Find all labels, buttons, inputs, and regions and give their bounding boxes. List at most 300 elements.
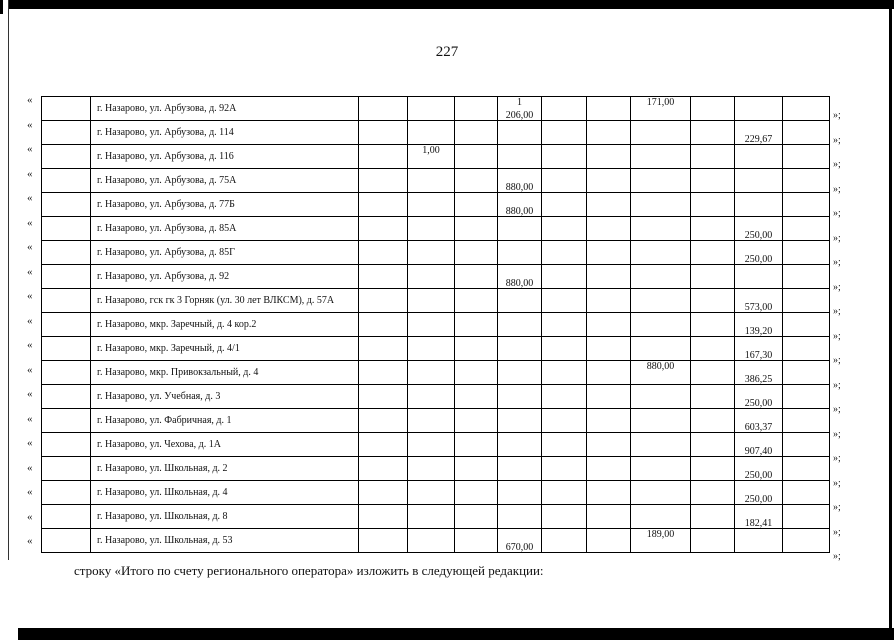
value-cell	[631, 481, 691, 505]
value-cell	[408, 121, 455, 145]
value-cell	[455, 121, 498, 145]
value-cell	[498, 217, 542, 241]
close-quote: »;	[833, 453, 841, 464]
value-cell	[631, 217, 691, 241]
value-cell	[631, 457, 691, 481]
address-cell: г. Назарово, ул. Школьная, д. 4	[91, 481, 359, 505]
open-quote: «	[27, 388, 33, 400]
value-cell	[542, 121, 587, 145]
value-cell	[542, 289, 587, 313]
value-cell	[359, 457, 408, 481]
value-cell	[587, 193, 631, 217]
value-cell	[455, 193, 498, 217]
value-cell	[455, 289, 498, 313]
open-quote: «	[27, 486, 33, 498]
value-cell	[783, 433, 830, 457]
close-quote: »;	[833, 330, 841, 342]
open-quote: «	[27, 363, 33, 376]
cell-value: 1,00	[422, 145, 440, 156]
value-cell	[735, 481, 783, 505]
value-cell	[498, 505, 542, 529]
value-cell	[359, 241, 408, 265]
value-cell	[631, 313, 691, 337]
value-cell	[408, 433, 455, 457]
value-cell	[498, 361, 542, 385]
value-cell	[455, 97, 498, 121]
value-cell	[735, 337, 783, 361]
value-cell	[783, 409, 830, 433]
value-cell	[359, 265, 408, 289]
value-cell	[42, 457, 91, 481]
scan-border-bottom	[18, 628, 894, 640]
value-cell	[783, 457, 830, 481]
value-cell	[359, 217, 408, 241]
open-quote: «	[27, 437, 33, 449]
table-row	[42, 265, 830, 289]
cell-value: 603,37	[744, 422, 773, 433]
address-cell: г. Назарово, ул. Арбузова, д. 85Г	[91, 241, 359, 265]
value-cell	[783, 241, 830, 265]
value-cell	[408, 361, 455, 385]
value-cell	[42, 169, 91, 193]
value-cell	[498, 289, 542, 313]
value-cell	[735, 121, 783, 145]
value-cell	[631, 265, 691, 289]
close-quote: »;	[833, 306, 841, 317]
value-cell	[542, 385, 587, 409]
address-cell: г. Назарово, мкр. Заречный, д. 4 кор.2	[91, 313, 359, 337]
footer-instruction: строку «Итого по счету регионального оператора» изложить в следующей редакции:	[74, 563, 544, 578]
open-quote: «	[27, 510, 33, 523]
value-cell	[359, 505, 408, 529]
value-cell	[455, 529, 498, 553]
value-cell	[691, 361, 735, 385]
value-cell	[408, 409, 455, 433]
value-cell	[783, 145, 830, 169]
cell-value: 182,41	[744, 518, 773, 529]
page-number: 227	[435, 44, 459, 60]
value-cell	[587, 409, 631, 433]
address-cell: г. Назарово, ул. Арбузова, д. 114	[91, 121, 359, 145]
value-cell	[783, 169, 830, 193]
close-quote: »;	[833, 428, 841, 440]
value-cell	[735, 289, 783, 313]
value-cell	[542, 169, 587, 193]
value-cell	[691, 337, 735, 361]
cell-value: 250,00	[744, 398, 773, 409]
scan-border-corner	[0, 0, 3, 14]
open-quote: «	[27, 535, 33, 547]
address-cell: г. Назарово, ул. Школьная, д. 2	[91, 457, 359, 481]
cell-value: 250,00	[744, 230, 773, 241]
value-cell	[408, 265, 455, 289]
value-cell	[408, 481, 455, 505]
close-quote: »;	[833, 379, 841, 391]
value-cell	[359, 169, 408, 193]
table-row	[42, 217, 830, 241]
value-cell	[42, 241, 91, 265]
open-quote: «	[27, 339, 33, 351]
cell-value: 229,67	[744, 134, 773, 145]
open-quote: «	[27, 192, 33, 204]
table-row	[42, 337, 830, 361]
value-cell	[359, 313, 408, 337]
value-cell	[359, 361, 408, 385]
value-cell	[498, 97, 542, 121]
table-row	[42, 409, 830, 433]
table-row	[42, 289, 830, 313]
value-cell	[455, 361, 498, 385]
value-cell	[691, 145, 735, 169]
open-quote: «	[27, 241, 33, 253]
value-cell	[587, 313, 631, 337]
value-cell	[631, 337, 691, 361]
value-cell	[542, 193, 587, 217]
address-cell: г. Назарово, ул. Арбузова, д. 77Б	[91, 193, 359, 217]
cell-value: 189,00	[646, 529, 675, 540]
table-row	[42, 529, 830, 553]
value-cell	[735, 97, 783, 121]
cell-value: 880,00	[505, 278, 534, 289]
value-cell	[542, 145, 587, 169]
value-cell	[783, 361, 830, 385]
value-cell	[542, 97, 587, 121]
close-quote: »;	[833, 477, 841, 489]
value-cell	[542, 409, 587, 433]
value-cell	[42, 409, 91, 433]
value-cell	[498, 457, 542, 481]
cell-value: 250,00	[744, 470, 773, 481]
open-quote: «	[27, 290, 33, 302]
value-cell	[631, 145, 691, 169]
value-cell	[359, 97, 408, 121]
value-cell	[587, 505, 631, 529]
value-cell	[587, 337, 631, 361]
close-quote: »;	[833, 232, 841, 244]
value-cell	[408, 289, 455, 313]
value-cell	[542, 265, 587, 289]
value-cell	[359, 289, 408, 313]
value-cell	[691, 481, 735, 505]
table-row	[42, 361, 830, 385]
cell-value: 880,00	[646, 361, 675, 372]
value-cell	[783, 121, 830, 145]
value-cell	[408, 217, 455, 241]
value-cell	[455, 457, 498, 481]
value-cell	[542, 217, 587, 241]
value-cell	[587, 385, 631, 409]
value-cell	[735, 241, 783, 265]
value-cell	[542, 313, 587, 337]
close-quote: »;	[833, 257, 841, 268]
value-cell	[455, 169, 498, 193]
value-cell	[783, 337, 830, 361]
value-cell	[359, 529, 408, 553]
cell-value: 880,00	[505, 182, 534, 193]
cell-value: 1	[517, 97, 522, 108]
value-cell	[587, 217, 631, 241]
value-cell	[587, 361, 631, 385]
cell-value: 206,00	[505, 110, 534, 121]
value-cell	[42, 193, 91, 217]
value-cell	[735, 385, 783, 409]
address-cell: г. Назарово, ул. Школьная, д. 8	[91, 505, 359, 529]
value-cell	[408, 385, 455, 409]
value-cell	[42, 217, 91, 241]
value-cell	[783, 289, 830, 313]
cell-value: 670,00	[505, 542, 534, 553]
table-row	[42, 169, 830, 193]
value-cell	[783, 313, 830, 337]
cell-value: 880,00	[505, 206, 534, 217]
address-cell: г. Назарово, ул. Арбузова, д. 92А	[91, 97, 359, 121]
value-cell	[359, 433, 408, 457]
value-cell	[631, 193, 691, 217]
address-cell: г. Назарово, ул. Школьная, д. 53	[91, 529, 359, 553]
value-cell	[498, 241, 542, 265]
close-quote: »;	[833, 208, 841, 219]
value-cell	[498, 481, 542, 505]
value-cell	[42, 313, 91, 337]
value-cell	[631, 409, 691, 433]
value-cell	[359, 193, 408, 217]
open-quote: «	[27, 412, 33, 425]
value-cell	[735, 217, 783, 241]
value-cell	[631, 505, 691, 529]
value-cell	[587, 241, 631, 265]
address-cell: г. Назарово, мкр. Заречный, д. 4/1	[91, 337, 359, 361]
close-quote: »;	[833, 110, 841, 121]
value-cell	[691, 265, 735, 289]
value-cell	[735, 529, 783, 553]
cell-value: 573,00	[744, 302, 773, 313]
value-cell	[359, 121, 408, 145]
value-cell	[631, 97, 691, 121]
value-cell	[735, 409, 783, 433]
close-quote: »;	[833, 281, 841, 293]
value-cell	[42, 481, 91, 505]
value-cell	[42, 385, 91, 409]
value-cell	[783, 97, 830, 121]
value-cell	[359, 409, 408, 433]
value-cell	[42, 337, 91, 361]
value-cell	[542, 505, 587, 529]
value-cell	[42, 121, 91, 145]
value-cell	[631, 241, 691, 265]
cell-value: 171,00	[646, 97, 675, 108]
value-cell	[631, 433, 691, 457]
table-row	[42, 481, 830, 505]
value-cell	[455, 385, 498, 409]
value-cell	[498, 409, 542, 433]
open-quote: «	[27, 143, 33, 155]
table-row	[42, 241, 830, 265]
address-cell: г. Назарово, ул. Фабричная, д. 1	[91, 409, 359, 433]
value-cell	[408, 529, 455, 553]
open-quote: «	[27, 314, 33, 327]
close-quote: »;	[833, 159, 841, 170]
address-cell: г. Назарово, мкр. Привокзальный, д. 4	[91, 361, 359, 385]
table-row	[42, 457, 830, 481]
value-cell	[631, 121, 691, 145]
value-cell	[735, 193, 783, 217]
value-cell	[42, 361, 91, 385]
value-cell	[42, 289, 91, 313]
value-cell	[691, 289, 735, 313]
close-quote: »;	[833, 526, 841, 538]
table-row	[42, 121, 830, 145]
value-cell	[783, 529, 830, 553]
value-cell	[408, 313, 455, 337]
cell-value: 386,25	[744, 374, 773, 385]
value-cell	[498, 529, 542, 553]
value-cell	[691, 457, 735, 481]
value-cell	[498, 265, 542, 289]
value-cell	[735, 145, 783, 169]
value-cell	[408, 193, 455, 217]
value-cell	[408, 241, 455, 265]
value-cell	[42, 529, 91, 553]
value-cell	[498, 433, 542, 457]
value-cell	[408, 97, 455, 121]
value-cell	[455, 505, 498, 529]
value-cell	[691, 217, 735, 241]
value-cell	[42, 145, 91, 169]
value-cell	[498, 193, 542, 217]
value-cell	[455, 313, 498, 337]
value-cell	[735, 361, 783, 385]
address-cell: г. Назарово, ул. Арбузова, д. 92	[91, 265, 359, 289]
value-cell	[587, 169, 631, 193]
value-cell	[455, 409, 498, 433]
value-cell	[359, 385, 408, 409]
address-cell: г. Назарово, ул. Чехова, д. 1А	[91, 433, 359, 457]
address-table	[41, 96, 830, 553]
value-cell	[455, 265, 498, 289]
open-quote: «	[27, 461, 33, 474]
open-quote: «	[27, 94, 33, 106]
value-cell	[691, 193, 735, 217]
value-cell	[455, 217, 498, 241]
cell-value: 167,30	[744, 350, 773, 361]
value-cell	[691, 409, 735, 433]
value-cell	[735, 505, 783, 529]
close-quote: »;	[833, 183, 841, 195]
value-cell	[783, 193, 830, 217]
value-cell	[542, 457, 587, 481]
scan-border-left	[8, 0, 9, 560]
close-quote: »;	[833, 355, 841, 366]
value-cell	[42, 505, 91, 529]
value-cell	[455, 433, 498, 457]
value-cell	[42, 97, 91, 121]
value-cell	[691, 529, 735, 553]
value-cell	[408, 169, 455, 193]
value-cell	[455, 481, 498, 505]
value-cell	[42, 265, 91, 289]
table-row	[42, 385, 830, 409]
open-quote: «	[27, 265, 33, 278]
value-cell	[631, 385, 691, 409]
value-cell	[542, 361, 587, 385]
value-cell	[359, 481, 408, 505]
value-cell	[631, 169, 691, 193]
value-cell	[408, 337, 455, 361]
address-cell: г. Назарово, ул. Арбузова, д. 116	[91, 145, 359, 169]
value-cell	[587, 481, 631, 505]
value-cell	[691, 97, 735, 121]
value-cell	[735, 457, 783, 481]
value-cell	[735, 433, 783, 457]
cell-value: 139,20	[744, 326, 773, 337]
value-cell	[542, 481, 587, 505]
value-cell	[542, 433, 587, 457]
value-cell	[691, 169, 735, 193]
open-quote: «	[27, 118, 33, 131]
cell-value: 907,40	[744, 446, 773, 457]
address-cell: г. Назарово, ул. Арбузова, д. 85А	[91, 217, 359, 241]
value-cell	[542, 241, 587, 265]
value-cell	[691, 313, 735, 337]
table-row	[42, 193, 830, 217]
table-row	[42, 313, 830, 337]
table-row	[42, 97, 830, 121]
value-cell	[587, 433, 631, 457]
value-cell	[735, 265, 783, 289]
value-cell	[587, 457, 631, 481]
value-cell	[691, 121, 735, 145]
cell-value: 250,00	[744, 254, 773, 265]
scan-border-top	[8, 0, 894, 9]
value-cell	[735, 313, 783, 337]
value-cell	[408, 457, 455, 481]
address-cell: г. Назарово, ул. Арбузова, д. 75А	[91, 169, 359, 193]
value-cell	[359, 145, 408, 169]
value-cell	[735, 169, 783, 193]
value-cell	[783, 481, 830, 505]
value-cell	[783, 217, 830, 241]
address-cell: г. Назарово, гск гк 3 Горняк (ул. 30 лет ВЛКСМ), д. 57А	[91, 289, 359, 313]
close-quote: »;	[833, 502, 841, 513]
value-cell	[587, 97, 631, 121]
value-cell	[498, 337, 542, 361]
value-cell	[359, 337, 408, 361]
value-cell	[631, 361, 691, 385]
value-cell	[542, 337, 587, 361]
value-cell	[783, 385, 830, 409]
address-cell: г. Назарово, ул. Учебная, д. 3	[91, 385, 359, 409]
table-row	[42, 145, 830, 169]
table-row	[42, 433, 830, 457]
close-quote: »;	[833, 404, 841, 415]
open-quote: «	[27, 216, 33, 229]
value-cell	[542, 529, 587, 553]
value-cell	[498, 385, 542, 409]
value-cell	[783, 265, 830, 289]
value-cell	[455, 241, 498, 265]
value-cell	[498, 121, 542, 145]
value-cell	[455, 337, 498, 361]
cell-value: 250,00	[744, 494, 773, 505]
table-row	[42, 505, 830, 529]
value-cell	[587, 145, 631, 169]
value-cell	[498, 145, 542, 169]
value-cell	[587, 121, 631, 145]
value-cell	[587, 265, 631, 289]
value-cell	[587, 289, 631, 313]
value-cell	[408, 505, 455, 529]
value-cell	[587, 529, 631, 553]
